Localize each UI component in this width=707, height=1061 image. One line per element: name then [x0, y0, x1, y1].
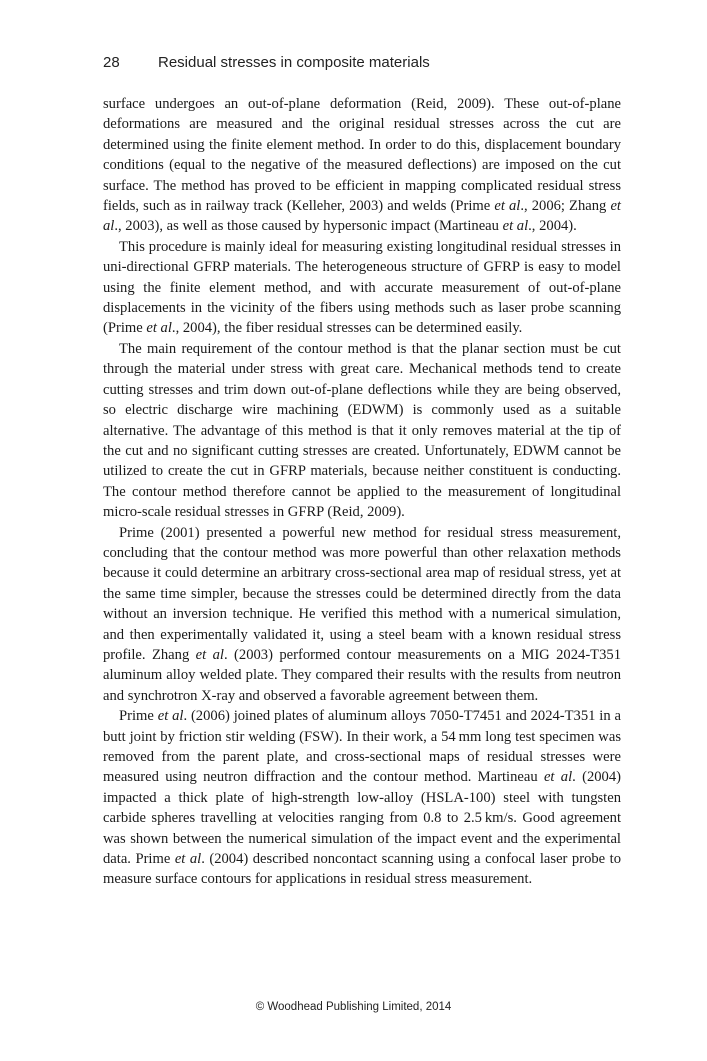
text-run: This procedure is mainly ideal for measuring existing longitudinal residual stresses in uni-directional GFRP materials. The heterogeneous structure of GFRP is easy to model using the finite element method, and with accurate measurement of out-of-plane displacements in the vicinity of the fibers using methods such as laser probe scanning (Prime [103, 238, 621, 337]
italic-text: et al [146, 320, 172, 337]
text-run: The main requirement of the contour method is that the planar section must be cut through the material under stress with great care. Mechanical methods tend to create cutting stresses and trim down out-of-plane deflections while they are being observed, so electric discharge wire machining (EDWM) is commonly used as a suitable alternative. The advantage of this method is that it only removes material at the tip of the cut and no significant cutting stresses are created. Unfortunately, EDWM cannot be utilized to create the cut in GFRP materials, because neither constituent is conducting. The contour method therefore cannot be applied to the measurement of longitudinal micro-scale residual stresses in GFRP (Reid, 2009). [103, 340, 621, 521]
paragraph [103, 706, 621, 890]
italic-text: et al [502, 218, 529, 235]
text-run: . (2003) performed contour measurements on a MIG 2024-T351 aluminum alloy welded plate. They compared their results with the results from neutron and synchrotron X-ray and observed a favorable agreement between them. [103, 646, 621, 704]
text-run: Prime [119, 708, 158, 725]
text-run: Prime (2001) presented a powerful new method for residual stress measurement, concluding that the contour method was more powerful than other relaxation methods because it could determine an arbitrary cross-sectional area map of residual stress, yet at the same time simpler, because the stresses could be determined directly from the data without an inversion technique. He verified this method with a numerical simulation, and then experimentally validated it, using a steel beam with a known residual stress profile. Zhang [103, 524, 621, 663]
paragraph [103, 237, 621, 339]
text-run: ., 2006; Zhang [520, 198, 611, 215]
text-run: ., 2004), the fiber residual stresses can be determined easily. [171, 320, 523, 337]
paragraph [103, 339, 621, 523]
italic-text: et al [195, 646, 224, 663]
paragraph [103, 94, 621, 237]
italic-text: et al [494, 198, 521, 215]
copyright-footer: © Woodhead Publishing Limited, 2014 [255, 1001, 452, 1013]
page-number: 28 [103, 54, 120, 71]
text-run: ., 2003), as well as those caused by hypersonic impact (Martineau [114, 218, 503, 235]
text-run: ., 2004). [528, 218, 577, 235]
text-run: . (2006) joined plates of aluminum alloys 7050-T7451 and 2024-T351 in a butt joint by friction stir welding (FSW). In their work, a 54 mm long test specimen was removed from the parent plate, and cross-sectional maps of residual stresses were measured using neutron diffraction and the contour method. Martineau [103, 708, 621, 786]
running-header [103, 54, 430, 71]
running-title: Residual stresses in composite materials [158, 54, 430, 71]
italic-text: et al [543, 769, 573, 786]
italic-text: et al [174, 851, 202, 868]
italic-text: et al [157, 708, 184, 725]
text-run: . (2004) impacted a thick plate of high-strength low-alloy (HSLA-100) steel with tungsten carbide spheres travelling at velocities ranging from 0.8 to 2.5 km/s. Good agreement was shown between the numerical simulation of the impact event and the experimental data. Prime [103, 769, 621, 868]
text-run: . (2004) described noncontact scanning using a confocal laser probe to measure surface contours for applications in residual stress measurement. [103, 851, 621, 888]
text-run: surface undergoes an out-of-plane deformation (Reid, 2009). These out-of-plane deformations are measured and the original residual stresses across the cut are determined using the finite element method. In order to do this, displacement boundary conditions (equal to the negative of the measured deflections) are imposed on the cut surface. The method has proved to be efficient in mapping complicated residual stress fields, such as in railway track (Kelleher, 2003) and welds (Prime [103, 96, 621, 215]
paragraph [103, 523, 621, 707]
italic-text: et al [103, 198, 621, 235]
body-text [103, 94, 621, 890]
